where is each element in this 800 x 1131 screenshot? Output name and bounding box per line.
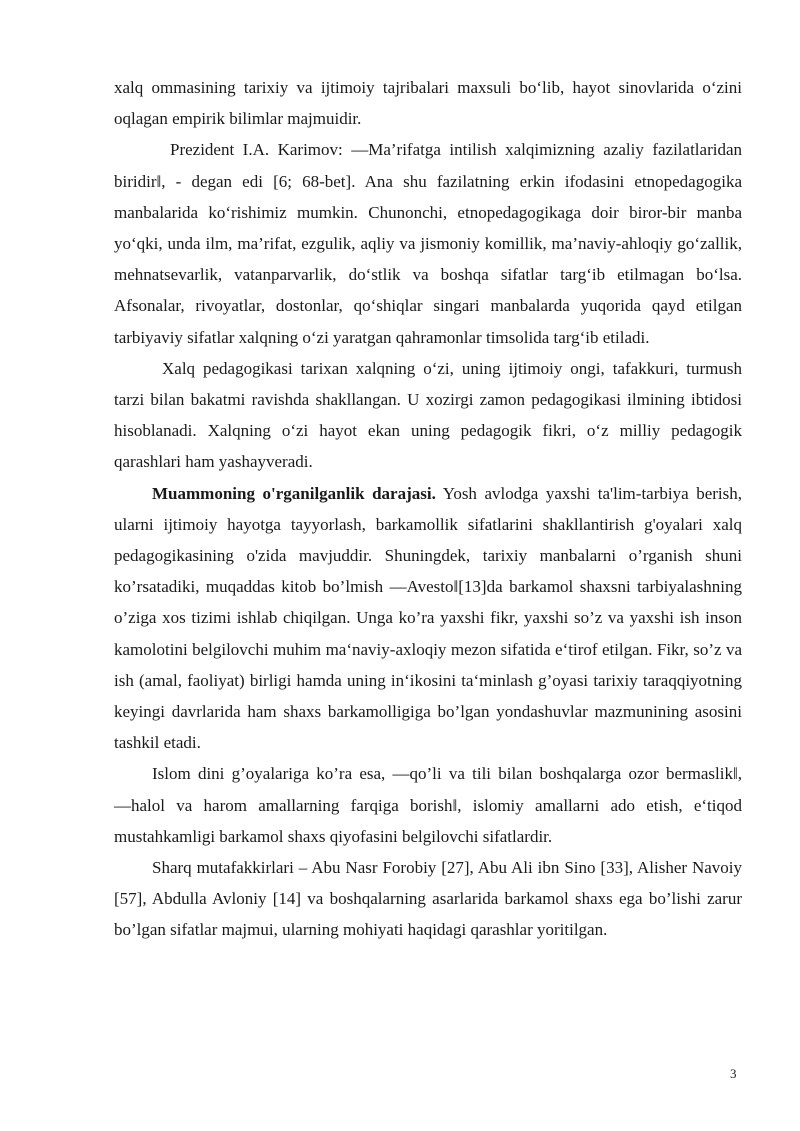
- paragraph-2: Prezident I.A. Karimov: ―Ma’rifatga intilish xalqimizning azaliy fazilatlaridan biridir‖, - degan edi [6; 68-bet]. Ana shu fazilatning erkin ifodasini etnopedagogika manbalarida ko‘rishimiz mumkin. Chunonchi, etnopedagogikaga doir biror-bir manba yo‘qki, unda ilm, ma’rifat, ezgulik, aqliy va jismoniy komillik, ma’naviy-ahloqiy go‘zallik, mehnatsevarlik, vatanparvarlik, do‘stlik va boshqa sifatlar targ‘ib etilmagan bo‘lsa. Afsonalar, rivoyatlar, dostonlar, qo‘shiqlar singari manbalarda yuqorida qayd etilgan tarbiyaviy sifatlar xalqning o‘zi yaratgan qahramonlar timsolida targ‘ib etiladi.: [114, 140, 742, 347]
- paragraph-4: [114, 478, 742, 759]
- paragraph-3: Xalq pedagogikasi tarixan xalqning o‘zi, uning ijtimoiy ongi, tafakkuri, turmush tarzi bilan bakatmi ravishda shakllangan. U xozirgi zamon pedagogikasi ilmining ibtidosi hisoblanadi. Xalqning o‘zi hayot ekan uning pedagogik fikri, o‘z milliy pedagogik qarashlari ham yashayveradi.: [114, 358, 742, 472]
- section-heading-inline: Muammoning o'rganilganlik darajasi.: [152, 483, 436, 503]
- paragraph-5: Islom dini g’oyalariga ko’ra esa, ―qo’li va tili bilan boshqalarga ozor bermaslik‖, ―halol va harom amallarning farqiga borish‖, islomiy amallarni ado etish, e‘tiqod mustahkamligi barkamol shaxs qiyofasini belgilovchi sifatlardir.: [114, 764, 742, 846]
- paragraph-4-body: Yosh avlodga yaxshi ta'lim-tarbiya berish, ularni ijtimoiy hayotga tayyorlash, barkamollik sifatlarini shakllantirish g'oyalari xalq pedagogikasining o'zida mavjuddir. Shuningdek, tarixiy manbalarni o’rganish shuni ko’rsatadiki, muqaddas kitob bo’lmish ―Avesto‖[13]da barkamol shaxsni tarbiyalashning o’ziga xos tizimi ishlab chiqilgan. Unga ko’ra yaxshi fikr, yaxshi so’z va yaxshi ish inson kamolotini belgilovchi muhim ma‘naviy-axloqiy mezon sifatida e‘tirof etilgan. Fikr, so’z va ish (amal, faoliyat) birligi hamda uning in‘ikosini ta‘minlash g’oyasi tarixiy taraqqiyotning keyingi davrlarida ham shaxs barkamolligiga bo’lgan yondashuvlar mazmunining asosini tashkil etadi.: [114, 483, 742, 753]
- paragraph-1: xalq ommasining tarixiy va ijtimoiy tajribalari maxsuli bo‘lib, hayot sinovlarida o‘zini oqlagan empirik bilimlar majmuidir.: [114, 78, 742, 129]
- paragraph-6: Sharq mutafakkirlari – Abu Nasr Forobiy [27], Abu Ali ibn Sino [33], Alisher Navoiy [57], Abdulla Avloniy [14] va boshqalarning asarlarida barkamol shaxs ega bo’lishi zarur bo’lgan sifatlar majmui, ularning mohiyati haqidagi qarashlar yoritilgan.: [114, 858, 742, 940]
- document-body: [114, 72, 742, 946]
- page-number: 3: [730, 1066, 737, 1081]
